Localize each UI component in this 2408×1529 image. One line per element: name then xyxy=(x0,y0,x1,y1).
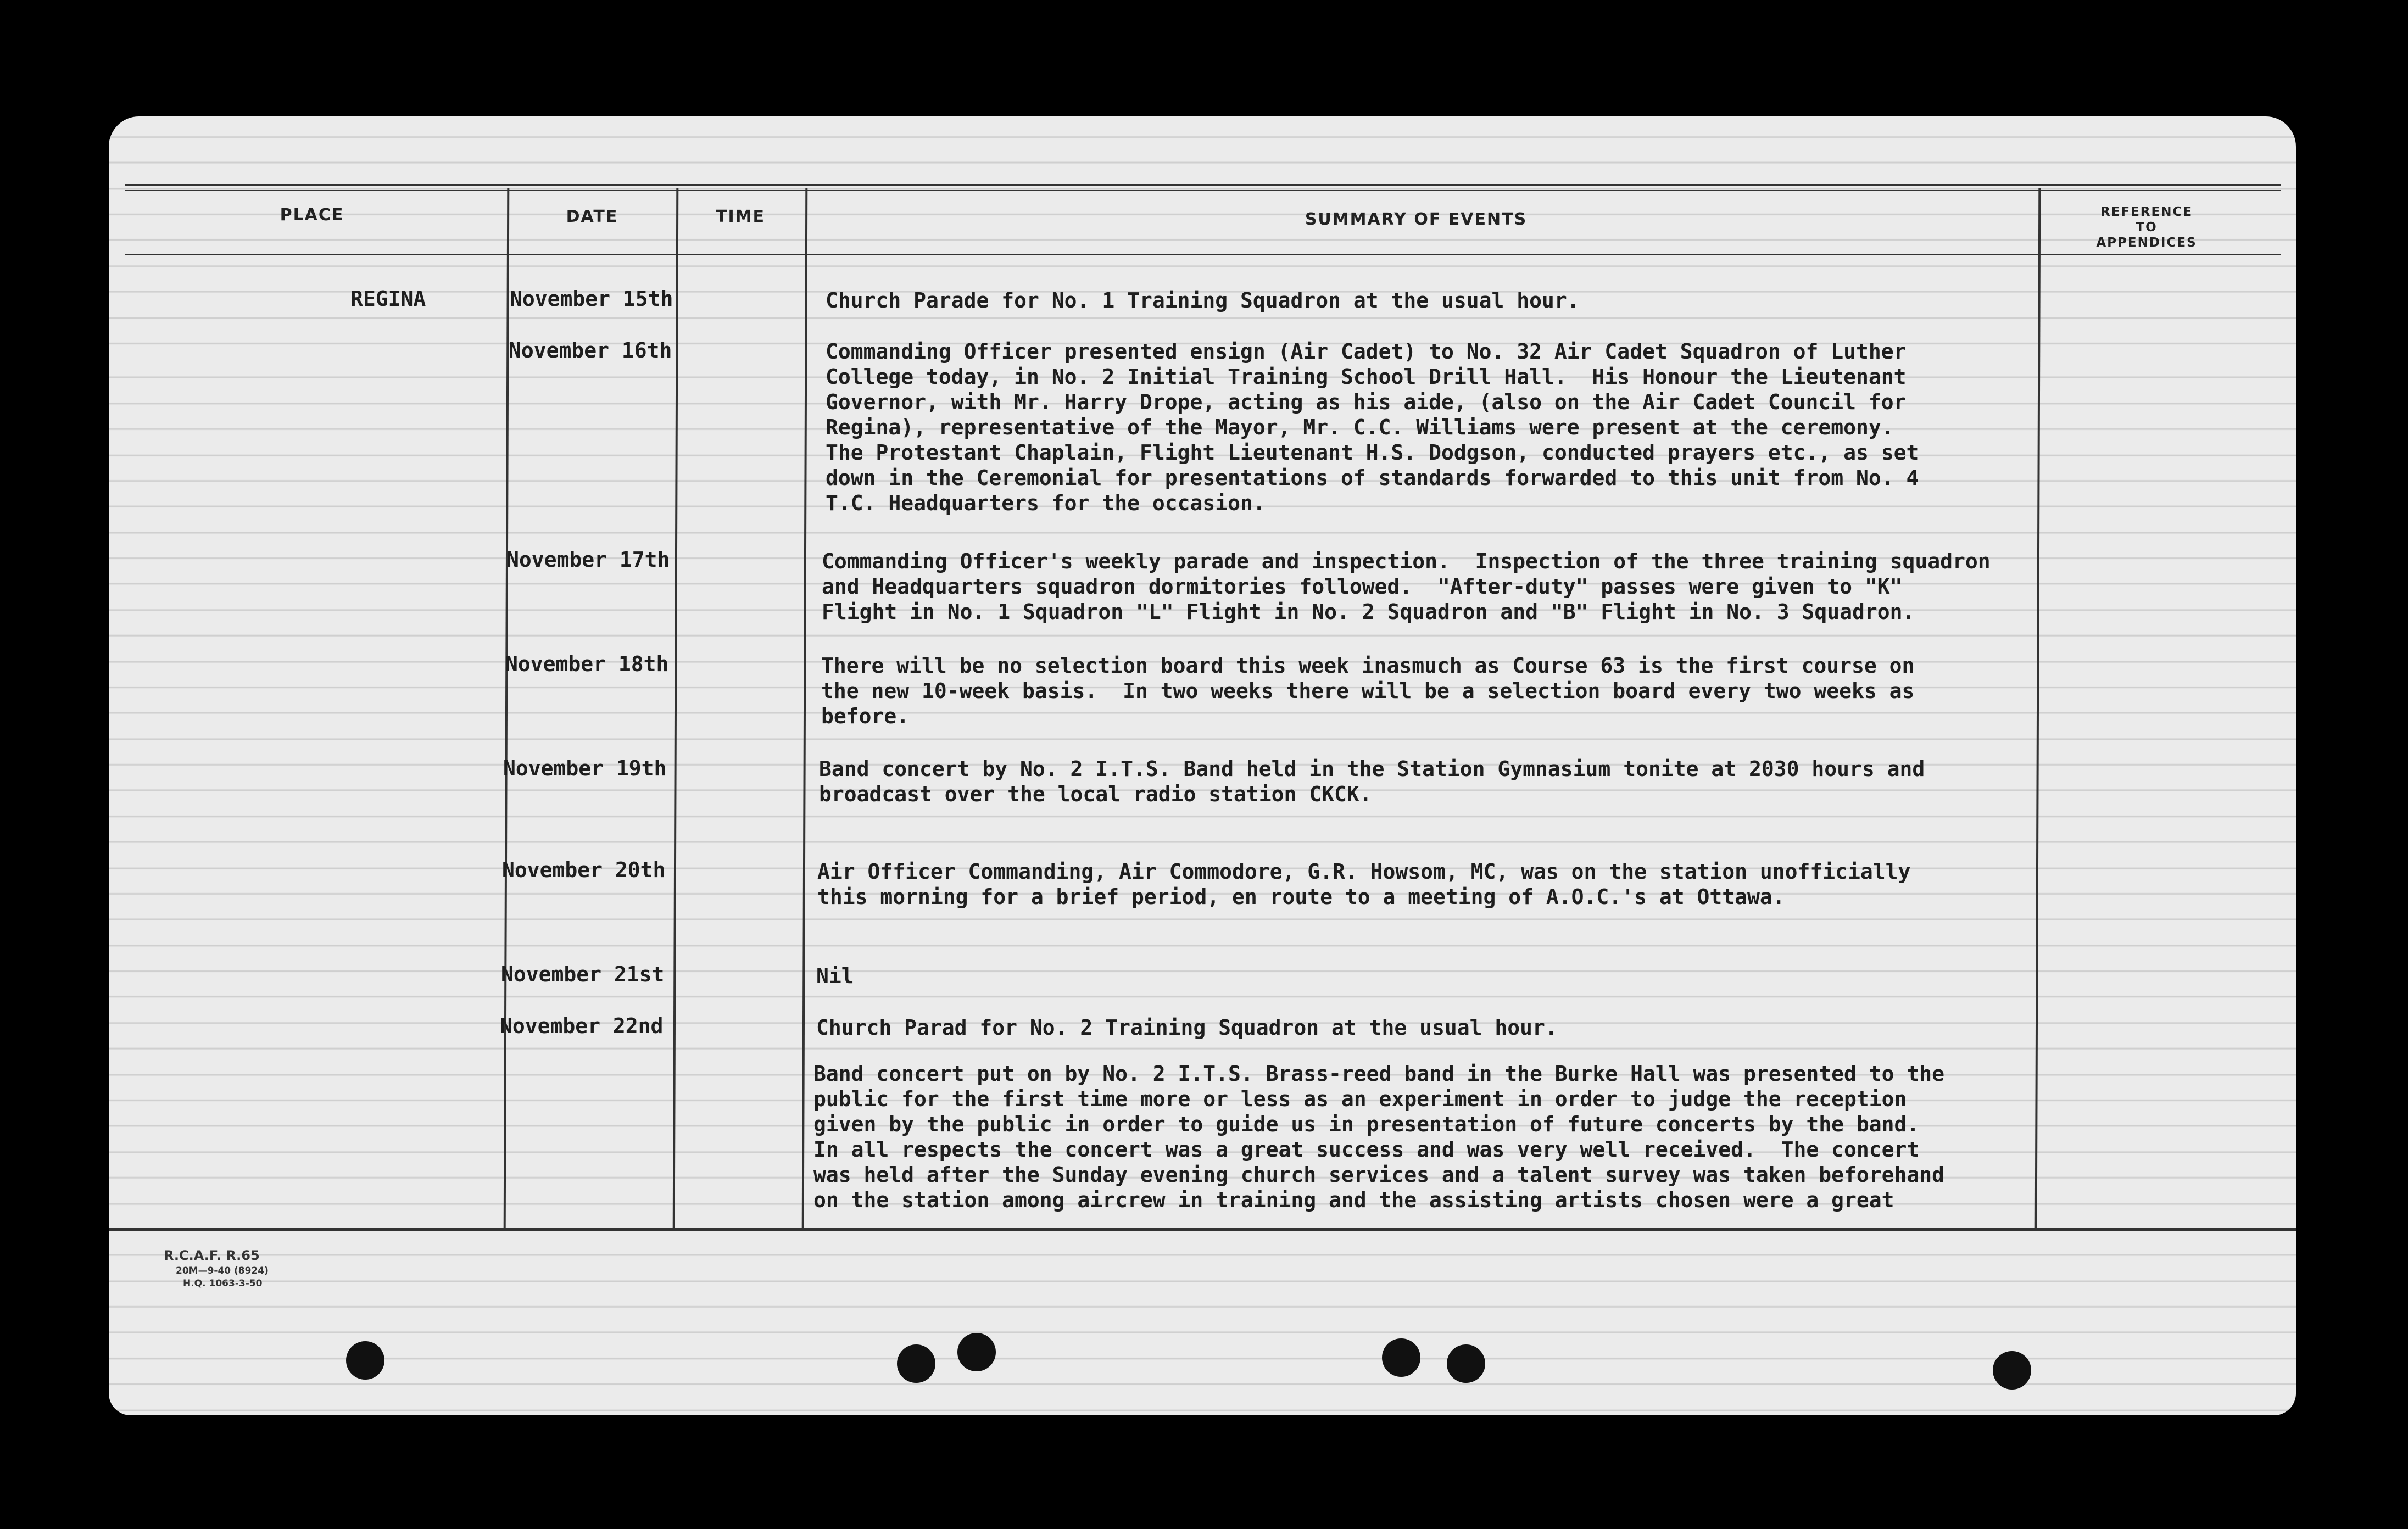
punch-hole xyxy=(897,1344,935,1383)
header-rule xyxy=(125,254,2281,255)
entry-text: Church Parade for No. 1 Training Squadron at the usual hour. xyxy=(826,288,1580,313)
entry-date: November 22nd xyxy=(500,1014,664,1038)
punch-hole xyxy=(1447,1344,1485,1383)
entry-text: Commanding Officer's weekly parade and inspection. Inspection of the three training squadron and Headquarters squadron dormitories followed. "After-duty" passes were given to "K" Flight in No. 1 Squadron "L" Flight in No. 2 Squadron and "B" Flight in No. 3 Squadron. xyxy=(822,549,1991,624)
entry-text: There will be no selection board this week inasmuch as Course 63 is the first course on the new 10-week basis. In two weeks there will be a selection board every two weeks as before. xyxy=(821,654,1915,728)
entry-date: November 18th xyxy=(505,652,669,676)
entry-text: Band concert put on by No. 2 I.T.S. Brass-reed band in the Burke Hall was presented to the public for the first time more or less as an experiment in order to judge the reception given by the public in order to guide us in presentation of future concerts by the band. In all respects the concert was a great success and was very well received. The concert was held after the Sunday evening church services and a talent survey was taken beforehand on the station among aircrew in training and the assisting artists chosen were a great xyxy=(813,1062,1945,1212)
entry-date: November 17th xyxy=(506,548,670,572)
top-rule-thin xyxy=(125,190,2281,191)
column-rule-time xyxy=(802,188,808,1230)
column-rule-summary xyxy=(2035,188,2041,1230)
entry-text: Church Parad for No. 2 Training Squadron at the usual hour. xyxy=(816,1015,1558,1040)
entry-date: November 19th xyxy=(503,756,667,780)
header-date: DATE xyxy=(566,207,618,226)
punch-hole xyxy=(957,1333,996,1371)
entry-date: November 21st xyxy=(501,962,665,986)
form-number: R.C.A.F. R.65 xyxy=(164,1248,260,1263)
place-name: REGINA xyxy=(350,287,426,311)
entry-date: November 15th xyxy=(510,287,673,311)
entry-date: November 20th xyxy=(502,858,666,882)
punch-hole xyxy=(1993,1351,2031,1390)
entry-text: Commanding Officer presented ensign (Air Cadet) to No. 32 Air Cadet Squadron of Luther College today, in No. 2 Initial Training School Drill Hall. His Honour the Lieutenant Governor, with Mr. Harry Drope, acting as his aide, (also on the Air Cadet Council for Regina), representative of the Mayor, Mr. C.C. Williams were present at the ceremony. The Protestant Chaplain, Flight Lieutenant H.S. Dodgson, conducted prayers etc., as set down in the Ceremonial for presentations of standards forwarded to this unit from No. 4 T.C. Headquarters for the occasion. xyxy=(826,339,1919,515)
form-print-code: 20M—9-40 (8924) xyxy=(176,1265,269,1276)
diary-card xyxy=(109,116,2296,1415)
punch-hole xyxy=(346,1341,384,1380)
header-time: TIME xyxy=(716,207,765,226)
form-hq-code: H.Q. 1063-3-50 xyxy=(183,1278,263,1289)
top-rule xyxy=(125,184,2281,186)
entry-text: Air Officer Commanding, Air Commodore, G.R. Howsom, MC, was on the station unofficially this morning for a brief period, en route to a meeting of A.O.C.'s at Ottawa. xyxy=(817,860,1911,909)
header-reference: REFERENCE TO APPENDICES xyxy=(2096,205,2197,250)
bottom-rule xyxy=(109,1228,2296,1231)
column-rule-date xyxy=(673,188,679,1230)
entry-text: Nil xyxy=(816,964,854,988)
header-place: PLACE xyxy=(280,205,344,225)
entry-date: November 16th xyxy=(509,338,672,362)
header-summary: SUMMARY OF EVENTS xyxy=(1305,210,1528,229)
entry-text: Band concert by No. 2 I.T.S. Band held in the Station Gymnasium tonite at 2030 hours and broadcast over the local radio station CKCK. xyxy=(819,757,1925,806)
punch-hole xyxy=(1382,1338,1420,1377)
